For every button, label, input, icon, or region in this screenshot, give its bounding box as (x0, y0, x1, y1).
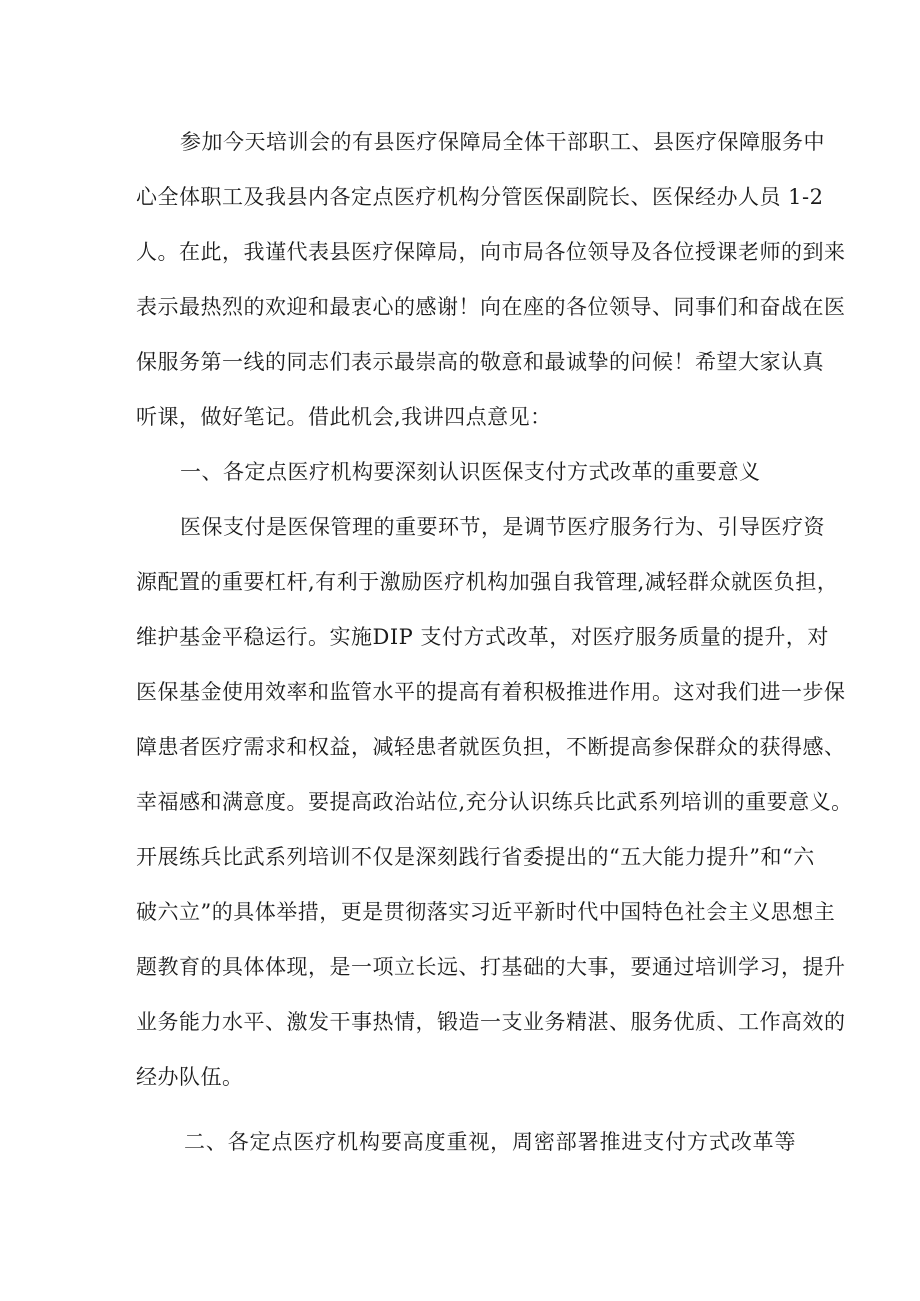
text-line: 障患者医疗需求和权益，减轻患者就医负担，不断提高参保群众的获得感、 (136, 735, 846, 759)
text-line: 心全体职工及我县内各定点医疗机构分管医保副院长、医保经办人员 1-2 (136, 185, 824, 209)
text-line: 医保基金使用效率和监管水平的提高有着积极推进作用。这对我们进一步保 (136, 680, 846, 704)
text-line: 源配置的重要杠杆,有利于激励医疗机构加强自我管理,减轻群众就医负担， (136, 570, 839, 594)
text-line: 表示最热烈的欢迎和最衷心的感谢！向在座的各位领导、同事们和奋战在医 (136, 295, 846, 319)
text-line: 破六立”的具体举措，更是贯彻落实习近平新时代中国特色社会主义思想主 (136, 900, 836, 924)
section-heading: 二、各定点医疗机构要高度重视，周密部署推进支付方式改革等 (184, 1130, 796, 1154)
text-line: 维护基金平稳运行。实施DIP 支付方式改革，对医疗服务质量的提升，对 (136, 625, 829, 649)
text-line: 题教育的具体体现，是一项立长远、打基础的大事，要通过培训学习，提升 (136, 955, 846, 979)
text-line: 听课，做好笔记。借此机会,我讲四点意见： (136, 405, 552, 429)
text-line: 参加今天培训会的有县医疗保障局全体干部职工、县医疗保障服务中 (180, 130, 825, 154)
text-line: 幸福感和满意度。要提高政治站位,充分认识练兵比武系列培训的重要意义。 (136, 790, 853, 814)
text-line: 经办队伍。 (136, 1065, 244, 1089)
section-heading: 一、各定点医疗机构要深刻认识医保支付方式改革的重要意义 (180, 460, 761, 484)
text-line: 业务能力水平、激发干事热情，锻造一支业务精湛、服务优质、工作高效的 (136, 1010, 846, 1034)
text-line: 保服务第一线的同志们表示最崇高的敬意和最诚挚的问候！希望大家认真 (136, 350, 824, 374)
text-line: 人。在此，我谨代表县医疗保障局，向市局各位领导及各位授课老师的到来 (136, 240, 846, 264)
text-line: 开展练兵比武系列培训不仅是深刻践行省委提出的“五大能力提升”和“六 (136, 845, 815, 869)
text-line: 医保支付是医保管理的重要环节，是调节医疗服务行为、引导医疗资 (180, 515, 825, 539)
